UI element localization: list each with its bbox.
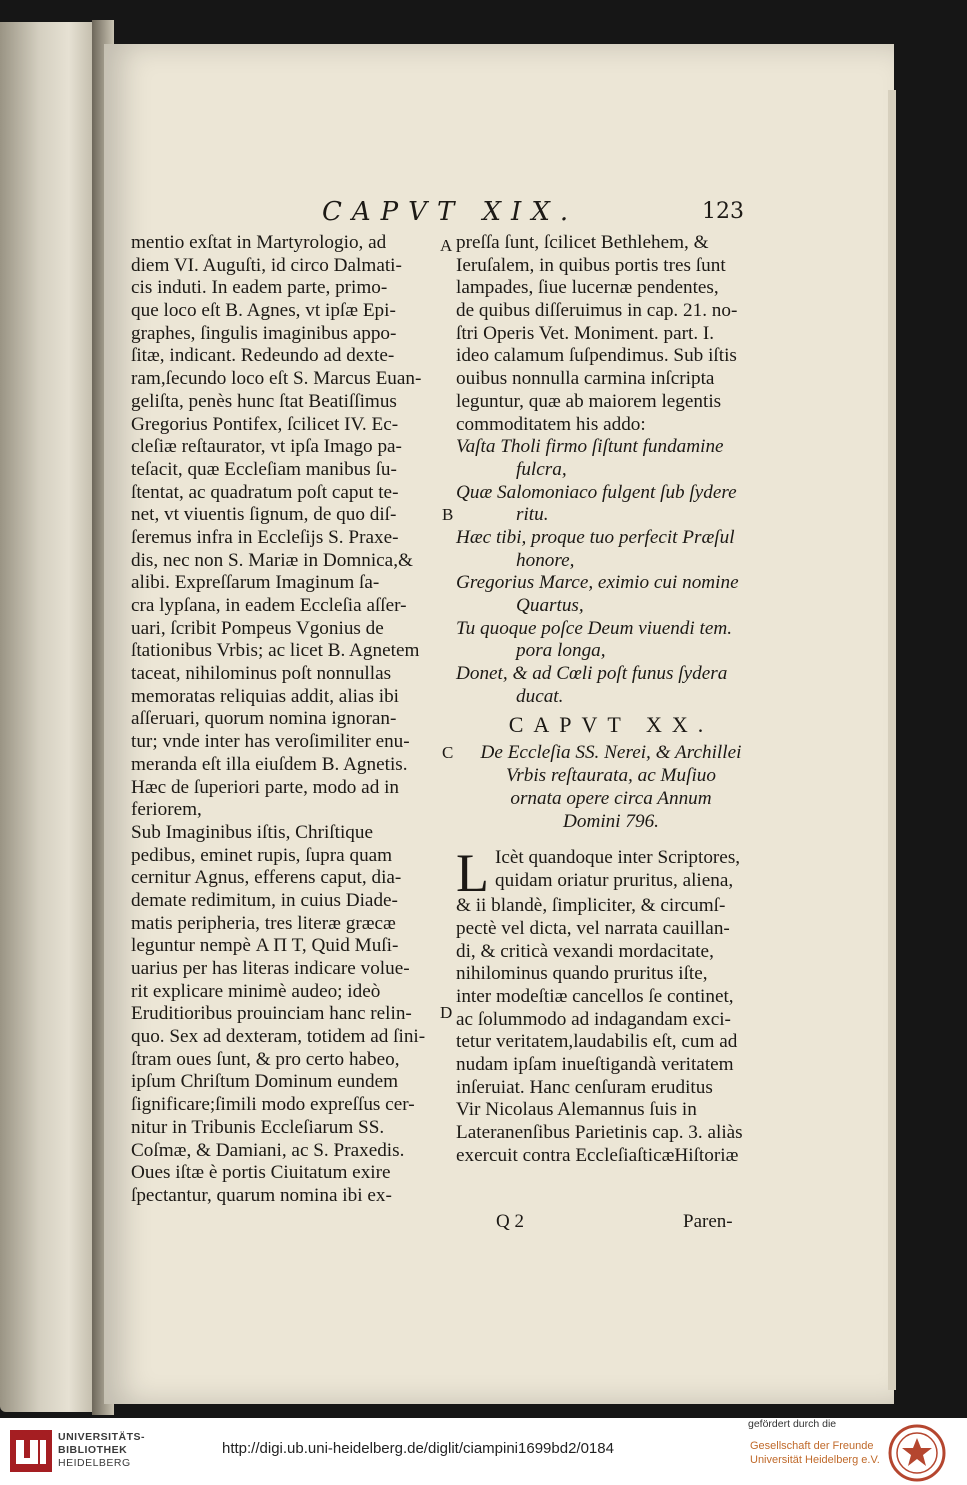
library-name-line1: UNIVERSITÄTS- xyxy=(58,1431,146,1443)
chapter-body xyxy=(456,843,766,1167)
text-line: cernitur Agnus, efferens caput, dia- xyxy=(131,867,402,889)
library-name-line2: BIBLIOTHEK xyxy=(58,1444,128,1456)
text-line: Lateranenſibus Parietinis cap. 3. aliàs xyxy=(456,1122,743,1144)
library-name-line3: HEIDELBERG xyxy=(58,1457,131,1469)
verse-line: ducat. xyxy=(516,685,564,707)
drop-cap: L xyxy=(456,843,489,904)
text-line: ſeremus infra in Eccleſijs S. Praxe- xyxy=(131,526,399,548)
text-line: leguntur, quæ ab maiorem legentis xyxy=(456,390,722,412)
chapter-title: CAPVT XX. xyxy=(508,712,714,738)
text-line: rit explicare minimè audeo; ideò xyxy=(131,980,381,1002)
text-line: Oues iſtæ è portis Ciuitatum exire xyxy=(131,1162,391,1184)
text-line: quidam oriatur pruritus, aliena, xyxy=(495,869,734,891)
sponsor-name-line2[interactable]: Universität Heidelberg e.V. xyxy=(750,1454,880,1466)
text-line: Eruditioribus prouinciam hanc relin- xyxy=(131,1003,412,1025)
university-library-logo-icon[interactable] xyxy=(10,1430,52,1472)
text-line: diem VI. Auguſti, id circo Dalmati- xyxy=(131,254,402,276)
verse-line: honore, xyxy=(516,549,575,571)
text-line: preſſa ſunt, ſcilicet Bethlehem, & xyxy=(456,232,709,253)
text-line: ſtram oues ſunt, & pro certo habeo, xyxy=(131,1048,400,1070)
text-line: ſtentat, ac quadratum poſt caput te- xyxy=(131,481,399,503)
text-line: graphes, ſingulis imaginibus appo- xyxy=(131,322,397,344)
text-line: dis, nec non S. Mariæ in Domnica,& xyxy=(131,549,413,571)
text-line: ſtri Operis Vet. Moniment. part. I. xyxy=(456,322,715,344)
margin-letter-d: D xyxy=(440,1003,453,1022)
text-line: nihilominus quando pruritus iſte, xyxy=(456,963,708,985)
text-line: ac ſolummodo ad indagandam exci- xyxy=(456,1008,731,1030)
running-title: CAPVT XIX. xyxy=(322,197,579,227)
text-line: Ieruſalem, in quibus portis tres ſunt xyxy=(456,254,726,276)
text-line: quo. Sex ad dexteram, totidem ad ſini- xyxy=(131,1026,426,1048)
text-line: Icèt quandoque inter Scriptores, xyxy=(495,847,741,869)
verse-line: Gregorius Marce, eximio cui nomine xyxy=(456,572,739,594)
verse-line: Donet, & ad Cœli poſt funus ſydera xyxy=(456,663,728,685)
verse-line: Quartus, xyxy=(516,595,584,616)
signature-mark: Q 2 xyxy=(496,1211,524,1232)
university-seal-icon xyxy=(888,1424,946,1482)
text-line: uarius per has literas indicare volue- xyxy=(131,958,410,979)
text-line: Coſmæ, & Damiani, ac S. Praxedis. xyxy=(131,1139,405,1161)
facing-page-edge xyxy=(0,22,98,1412)
text-line: leguntur nempè Α Π Τ, Quid Muſi- xyxy=(131,935,399,957)
text-line: exercuit contra EccleſiaſticæHiſtoriæ xyxy=(456,1144,739,1166)
page-number: 123 xyxy=(702,199,744,224)
chapter-subtitle xyxy=(456,742,766,833)
subtitle-line: Vrbis reſtaurata, ac Muſiuo xyxy=(506,765,716,787)
verse-line: pora longa, xyxy=(516,640,606,662)
text-line: taceat, nihilominus poſt nonnullas xyxy=(131,663,392,685)
verse-line: Quæ Salomoniaco fulgent ſub ſydere xyxy=(456,481,737,503)
text-line: aſſeruari, quorum nomina ignoran- xyxy=(131,708,397,730)
permalink-url[interactable]: http://digi.ub.uni-heidelberg.de/diglit/ciampini1699bd2/0184 xyxy=(222,1440,614,1457)
text-line: ipſum Chriſtum Dominum eundem xyxy=(131,1071,399,1093)
verse-line: Tu quoque poſce Deum viuendi tem. xyxy=(456,617,733,639)
text-line: geliſta, penès hunc ſtat Beatiſſimus xyxy=(131,390,397,412)
text-line: pedibus, eminet rupis, ſupra quam xyxy=(131,844,393,866)
text-line: ouibus nonnulla carmina inſcripta xyxy=(456,368,715,390)
text-line: ideo calamum ſuſpendimus. Sub iſtis xyxy=(456,345,737,367)
text-line: nitur in Tribunis Eccleſiarum SS. xyxy=(131,1116,385,1138)
text-line: tur; vnde inter has veroſimiliter enu- xyxy=(131,731,410,753)
text-line: alibi. Expreſſarum Imaginum ſa- xyxy=(131,572,380,594)
text-line: demate redimitum, in cuius Diade- xyxy=(131,889,398,911)
footer-bar xyxy=(0,1418,967,1485)
text-line: uari, ſcribit Pompeus Vgonius de xyxy=(131,617,384,639)
subtitle-line: ornata opere circa Annum xyxy=(510,787,712,809)
text-line: nudam ipſam inueſtigandà veritatem xyxy=(456,1054,734,1075)
text-line: inter modeſtiæ cancellos ſe continet, xyxy=(456,985,734,1007)
text-line: cis induti. In eadem parte, primo- xyxy=(131,277,388,299)
page-edge xyxy=(888,90,896,1390)
drop-cap-lines xyxy=(456,847,766,892)
text-line: ſignificare;ſimili modo expreſſus cer- xyxy=(131,1094,415,1116)
text-line: memoratas reliquias addit, alias ibi xyxy=(131,685,400,707)
text-line: commoditatem his addo: xyxy=(456,413,646,435)
verse-line: Hæc tibi, proque tuo perfecit Præſul xyxy=(456,526,735,548)
text-line: Hæc de ſuperiori parte, modo ad in xyxy=(131,776,400,798)
margin-letter-b: B xyxy=(442,505,454,524)
margin-letter-a: A xyxy=(440,236,453,255)
text-line: meranda eſt illa eiuſdem B. Agnetis. xyxy=(131,753,408,775)
text-line: & ii blandè, ſimpliciter, & circumſ- xyxy=(456,895,726,917)
text-line: matis peripheria, tres literæ græcæ xyxy=(131,912,396,934)
text-line: Gregorius Pontifex, ſcilicet IV. Ec- xyxy=(131,413,399,435)
right-column-text xyxy=(456,232,766,436)
text-line: pectè vel dicta, vel narrata cauillan- xyxy=(456,917,730,939)
verse-line: fulcra, xyxy=(516,458,567,480)
text-line: feriorem, xyxy=(131,799,202,821)
verse-line: ritu. xyxy=(516,504,549,526)
text-line: ſpectantur, quarum nomina ibi ex- xyxy=(131,1184,392,1206)
text-line: ſtationibus Vrbis; ac licet B. Agnetem xyxy=(131,640,420,662)
text-line: cleſiæ reſtaurator, vt ipſa Imago pa- xyxy=(131,436,402,458)
subtitle-line: De Eccleſia SS. Nerei, & Archillei xyxy=(480,742,742,764)
text-line: teſacit, quæ Eccleſiam manibus ſu- xyxy=(131,458,397,480)
sponsor-label: gefördert durch die xyxy=(748,1418,837,1430)
text-line: mentio exſtat in Martyrologio, ad xyxy=(131,232,387,253)
text-line: ram,ſecundo loco eſt S. Marcus Euan- xyxy=(131,368,422,390)
verse-block xyxy=(456,436,766,708)
catchword: Paren- xyxy=(683,1211,733,1232)
text-line: Sub Imaginibus iſtis, Chriſtique xyxy=(131,821,373,843)
sponsor-name-line1[interactable]: Gesellschaft der Freunde xyxy=(750,1440,874,1452)
text-line: net, vt viuentis ſignum, de quo diſ- xyxy=(131,504,397,526)
text-line: di, & criticà vexandi mordacitate, xyxy=(456,940,714,962)
verse-line: Vaſta Tholi firmo ſiſtunt fundamine xyxy=(456,436,724,458)
left-column xyxy=(131,232,445,1208)
chapter-body-lines xyxy=(456,895,766,1167)
subtitle-line: Domini 796. xyxy=(563,810,659,832)
margin-letter-c: C xyxy=(442,743,454,762)
text-line: de quibus diſſeruimus in cap. 21. no- xyxy=(456,300,738,322)
text-line: lampades, ſiue lucernæ pendentes, xyxy=(456,277,719,299)
text-line: inſeruiat. Hanc cenſuram eruditus xyxy=(456,1076,713,1098)
right-column xyxy=(456,232,766,1167)
text-line: tetur veritatem,laudabilis eſt, cum ad xyxy=(456,1031,738,1053)
text-line: cra lypſana, in eadem Eccleſia aſſer- xyxy=(131,595,407,616)
text-line: Vir Nicolaus Alemannus ſuis in xyxy=(456,1099,697,1121)
text-line: que loco eſt B. Agnes, vt ipſæ Epi- xyxy=(131,300,396,322)
text-line: ſitæ, indicant. Redeundo ad dexte- xyxy=(131,345,395,367)
